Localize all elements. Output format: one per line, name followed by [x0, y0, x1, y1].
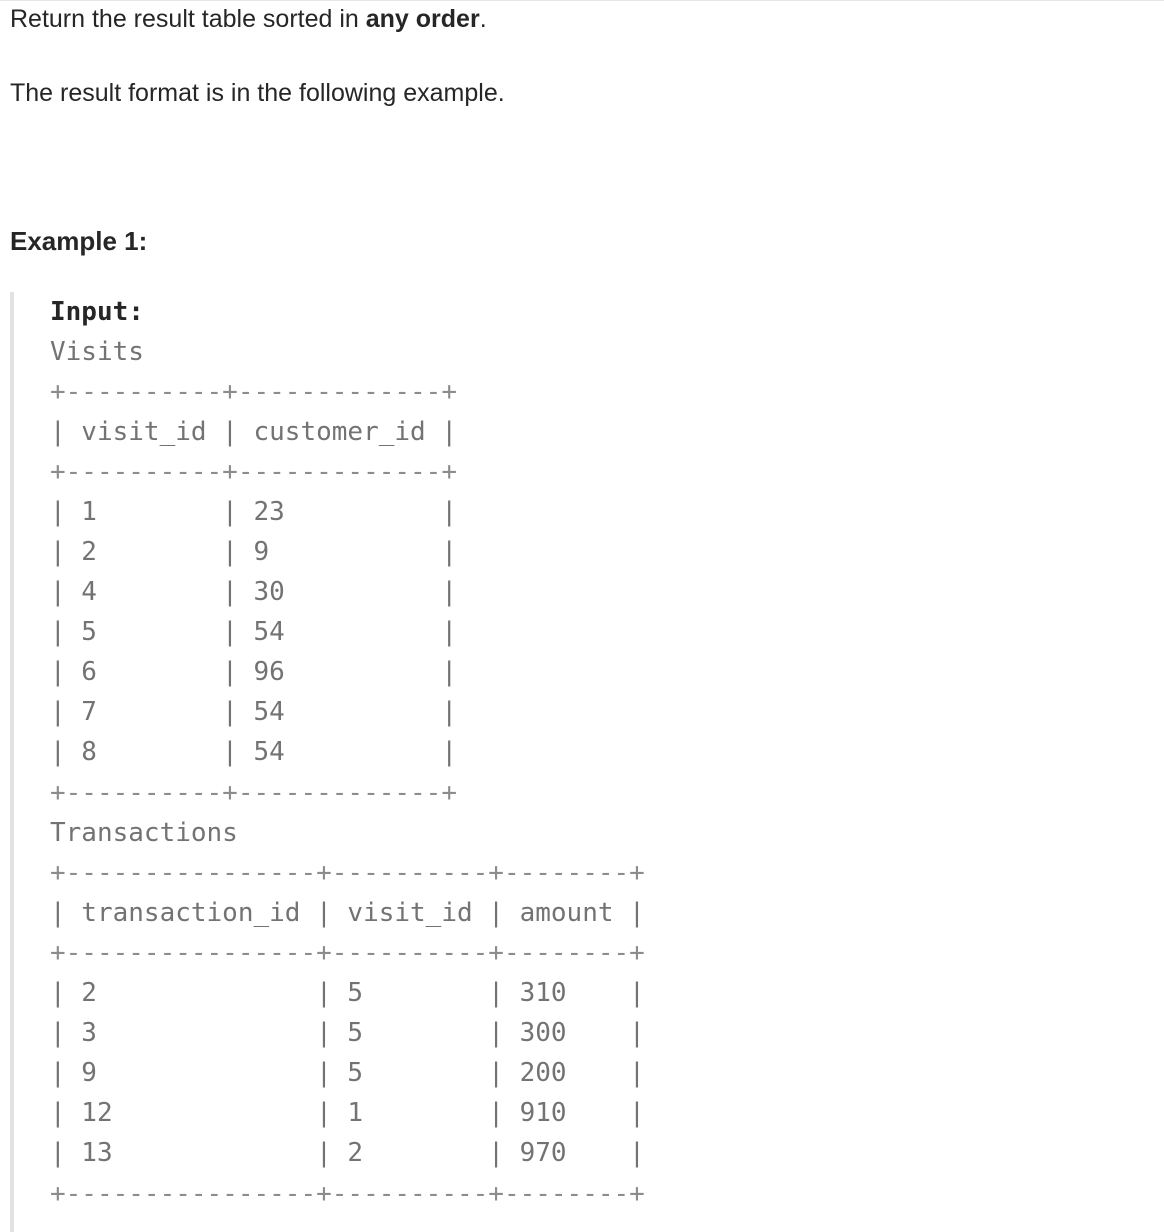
- result-format-sentence: The result format is in the following example.: [10, 79, 505, 107]
- transactions-table-row: | 3 | 5 | 300 |: [50, 1018, 645, 1048]
- visits-table-border-top: +----------+-------------+: [50, 377, 457, 407]
- sort-order-period: .: [479, 5, 487, 33]
- sort-order-sentence: [10, 4, 487, 34]
- visits-table-row: | 2 | 9 |: [50, 537, 457, 567]
- transactions-table-row: | 13 | 2 | 970 |: [50, 1138, 645, 1168]
- visits-table-border-bottom: +----------+-------------+: [50, 778, 457, 808]
- sort-order-text: Return the result table sorted in: [10, 5, 366, 33]
- visits-table-row: | 8 | 54 |: [50, 737, 457, 767]
- transactions-table-row: | 12 | 1 | 910 |: [50, 1098, 645, 1128]
- example-code-block: [10, 292, 1164, 1232]
- transactions-table-border-mid: +----------------+----------+--------+: [50, 938, 645, 968]
- sort-order-emphasis: any order: [365, 5, 480, 33]
- visits-table-row: | 5 | 54 |: [50, 617, 457, 647]
- transactions-table-border-top: +----------------+----------+--------+: [50, 858, 645, 888]
- transactions-table-header: | transaction_id | visit_id | amount |: [50, 898, 645, 928]
- visits-table-border-mid: +----------+-------------+: [50, 457, 457, 487]
- top-divider: [0, 0, 1164, 1]
- visits-table-header: | visit_id | customer_id |: [50, 417, 457, 447]
- transactions-table-border-bottom: +----------------+----------+--------+: [50, 1179, 645, 1209]
- transactions-table-row: | 9 | 5 | 200 |: [50, 1058, 645, 1088]
- example-heading: Example 1:: [10, 226, 148, 256]
- visits-table-name: Visits: [50, 337, 144, 367]
- visits-table-row: | 4 | 30 |: [50, 577, 457, 607]
- visits-table-row: | 6 | 96 |: [50, 657, 457, 687]
- input-label: Input:: [50, 297, 144, 327]
- transactions-table-row: | 2 | 5 | 310 |: [50, 978, 645, 1008]
- transactions-table-name: Transactions: [50, 818, 238, 848]
- visits-table-row: | 1 | 23 |: [50, 497, 457, 527]
- visits-table-row: | 7 | 54 |: [50, 697, 457, 727]
